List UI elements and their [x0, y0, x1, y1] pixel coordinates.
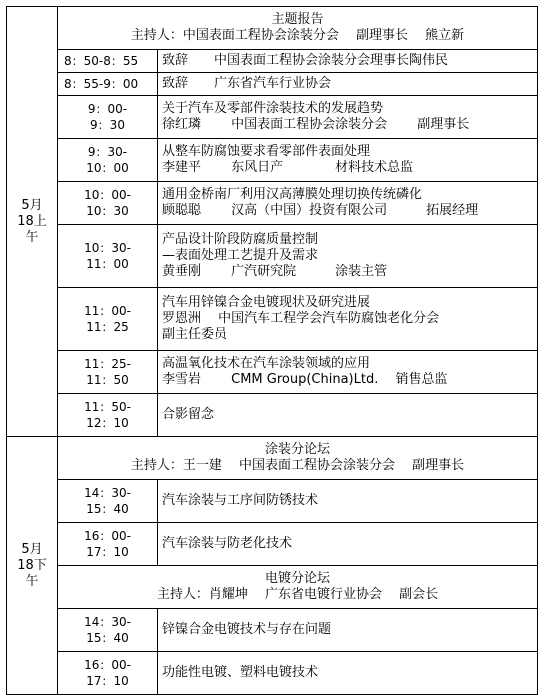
session-content-line: 顾聪聪 汉高（中国）投资有限公司 拓展经理 [162, 203, 479, 218]
session-content-line: 汽车用锌镍合金电镀现状及研究进展 [162, 295, 371, 310]
session-content [158, 50, 538, 73]
session-content-line: 罗恩洲 中国汽车工程学会汽车防腐蚀老化分会 [162, 311, 440, 326]
morning-session-row [7, 351, 538, 394]
session-time-line: 14：30- [84, 615, 131, 629]
session-content [158, 225, 538, 288]
session-content [158, 351, 538, 394]
session-time-line: 17：10 [86, 545, 129, 559]
day-label-line: 午 [25, 229, 39, 245]
session-time-line: 10：30 [86, 204, 129, 218]
session-time-line: 15：40 [86, 502, 129, 516]
session-time-line: 9：30 [90, 118, 125, 132]
forum-session-row [7, 652, 538, 695]
session-time-line: 15：40 [86, 631, 129, 645]
host-line: 主持人：中国表面工程协会涂装分会 副理事长 熊立新 [130, 28, 465, 43]
forum-session-row [7, 609, 538, 652]
session-content [158, 182, 538, 225]
host-line: 主持人：王一建 中国表面工程协会涂装分会 副理事长 [130, 458, 465, 473]
morning-session-row [7, 288, 538, 351]
session-time-line: 8：50-8：55 [64, 54, 139, 68]
session-content-line: 汽车涂装与防老化技术 [162, 536, 293, 551]
session-content-line: 李雪岩 CMM Group(China)Ltd. 销售总监 [162, 372, 448, 387]
morning-section-header [58, 7, 538, 50]
session-time-line: 9：00- [87, 102, 128, 116]
day-label-line: 18下 [17, 557, 47, 573]
morning-session-row [7, 96, 538, 139]
forum-session-row [7, 480, 538, 523]
session-content-line: 黄垂刚 广汽研究院 涂装主管 [162, 264, 388, 279]
forum-title: 电镀分论坛 [265, 571, 331, 586]
forum-header-row [7, 437, 538, 480]
day-label-line: 午 [25, 573, 39, 589]
session-content-line: 汽车涂装与工序间防锈技术 [162, 493, 319, 508]
session-time-line: 14：30- [84, 486, 131, 500]
session-time-line: 16：00- [84, 658, 131, 672]
session-time-line: 10：00 [86, 161, 129, 175]
session-time-line: 10：30- [84, 241, 131, 255]
session-time-line: 11：00- [84, 304, 131, 318]
session-time [58, 73, 158, 96]
session-content-line: 功能性电镀、塑料电镀技术 [162, 665, 319, 680]
session-content [158, 288, 538, 351]
session-time-line: 12：10 [86, 416, 129, 430]
session-time-line: 10：00- [84, 188, 131, 202]
day-label-line: 5月 [21, 541, 43, 557]
forum-section-header [58, 566, 538, 609]
session-time-line: 16：00- [84, 529, 131, 543]
session-time [58, 225, 158, 288]
session-content-line: 高温氧化技术在汽车涂装领域的应用 [162, 356, 371, 371]
morning-session-row [7, 73, 538, 96]
section-title: 主题报告 [271, 12, 324, 27]
session-time-line: 11：50 [86, 373, 129, 387]
session-time [58, 523, 158, 566]
host-line: 主持人：肖耀坤 广东省电镀行业协会 副会长 [156, 587, 439, 602]
session-time [58, 139, 158, 182]
session-content [158, 73, 538, 96]
session-content [158, 96, 538, 139]
morning-session-row [7, 225, 538, 288]
day-label-line: 5月 [21, 197, 43, 213]
session-time [58, 652, 158, 695]
morning-session-row [7, 394, 538, 437]
forum-section-header [58, 437, 538, 480]
session-content-line: 副主任委员 [162, 327, 228, 342]
day-label-line: 18上 [17, 213, 47, 229]
session-content-line: 致辞 广东省汽车行业协会 [162, 76, 332, 91]
session-content-line: 通用金桥南厂利用汉高薄膜处理切换传统磷化 [162, 187, 423, 202]
morning-header-row [7, 7, 538, 50]
session-content-line: —表面处理工艺提升及需求 [162, 248, 319, 263]
session-time [58, 288, 158, 351]
session-time [58, 480, 158, 523]
forum-session-row [7, 523, 538, 566]
session-time-line: 17：10 [86, 674, 129, 688]
forum-header-row [7, 566, 538, 609]
session-time [58, 182, 158, 225]
session-content-line: 从整车防腐蚀要求看零部件表面处理 [162, 144, 371, 159]
session-time-line: 11：25- [84, 357, 131, 371]
session-content [158, 394, 538, 437]
session-content-line: 李建平 东风日产 材料技术总监 [162, 160, 414, 175]
session-content [158, 523, 538, 566]
session-content-line: 合影留念 [162, 407, 215, 422]
session-time-line: 11：25 [86, 320, 129, 334]
session-time-line: 11：50- [84, 400, 131, 414]
morning-session-row [7, 182, 538, 225]
agenda-table-body [7, 7, 538, 695]
session-content-line: 致辞 中国表面工程协会涂装分会理事长陶伟民 [162, 53, 449, 68]
session-content [158, 609, 538, 652]
session-time-line: 11：00 [86, 257, 129, 271]
session-time-line: 9：30- [87, 145, 128, 159]
session-content-line: 锌镍合金电镀技术与存在问题 [162, 622, 332, 637]
session-content-line: 徐红璘 中国表面工程协会涂装分会 副理事长 [162, 117, 470, 132]
session-content-line: 关于汽车及零部件涂装技术的发展趋势 [162, 101, 384, 116]
morning-day-cell [7, 7, 58, 437]
session-content [158, 480, 538, 523]
afternoon-day-cell [7, 437, 58, 695]
session-time [58, 351, 158, 394]
morning-session-row [7, 50, 538, 73]
session-time [58, 394, 158, 437]
session-time [58, 50, 158, 73]
session-time [58, 609, 158, 652]
session-content-line: 产品设计阶段防腐质量控制 [162, 232, 319, 247]
session-time [58, 96, 158, 139]
agenda-table [6, 6, 538, 695]
session-content [158, 139, 538, 182]
session-time-line: 8：55-9：00 [64, 77, 139, 91]
forum-title: 涂装分论坛 [265, 442, 331, 457]
morning-session-row [7, 139, 538, 182]
session-content [158, 652, 538, 695]
